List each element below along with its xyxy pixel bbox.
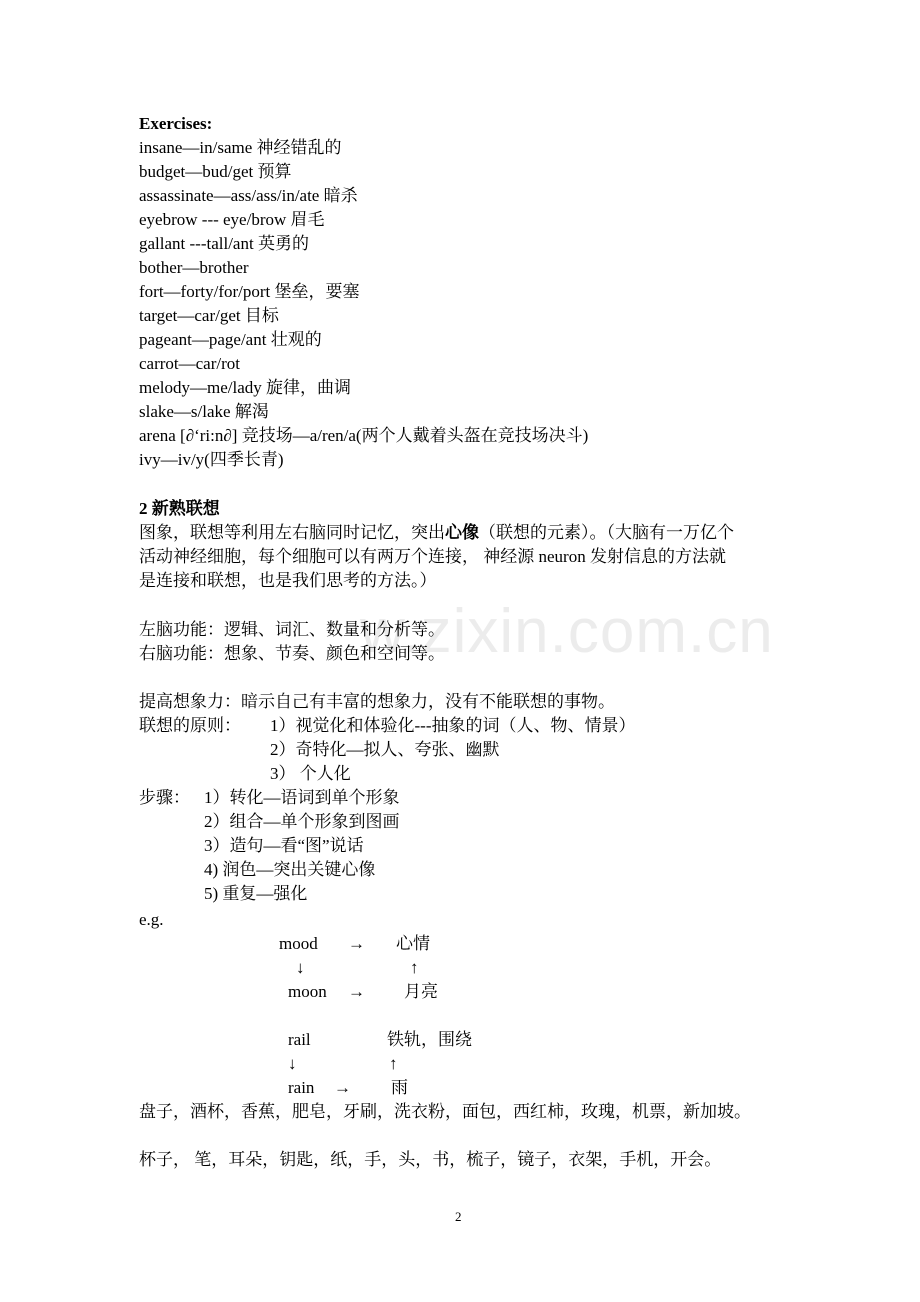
arrow-right-icon: → (348, 982, 365, 1001)
steps-label: 步骤： (139, 788, 190, 807)
word-list-1: 盘子，酒杯，香蕉，肥皂，牙刷，洗衣粉，面包，西红柿，玫瑰，机票，新加坡。 (139, 1102, 751, 1121)
arrow-down-icon: ↓ (296, 958, 305, 977)
principle-item: 1）视觉化和体验化---抽象的词（人、物、情景） (270, 716, 636, 735)
principle-item: 3） 个人化 (270, 764, 351, 783)
left-brain-text: 左脑功能：逻辑、词汇、数量和分析等。 (139, 620, 445, 639)
exercise-item: assassinate—ass/ass/in/ate 暗杀 (139, 186, 358, 205)
arrow-up-icon: ↑ (410, 958, 419, 977)
eg-label: e.g. (139, 910, 164, 929)
exercise-item: melody—me/lady 旋律，曲调 (139, 378, 352, 397)
arrow-up-icon: ↑ (389, 1054, 398, 1073)
principles-label: 联想的原则： (139, 716, 241, 735)
example1-word-mood-cn: 心情 (396, 934, 430, 953)
example2-word-rain: rain (288, 1078, 315, 1097)
watermark: w.zixin.com.cn (360, 597, 774, 666)
example1-word-mood: mood (279, 934, 318, 953)
exercise-item: budget—bud/get 预算 (139, 162, 292, 181)
exercise-item: carrot—car/rot (139, 354, 240, 373)
example2-word-rain-cn: 雨 (391, 1078, 408, 1097)
exercise-item: insane—in/same 神经错乱的 (139, 138, 342, 157)
imagination-text: 提高想象力：暗示自己有丰富的想象力，没有不能联想的事物。 (139, 692, 615, 711)
exercise-item: bother—brother (139, 258, 249, 277)
arrow-right-icon: → (334, 1078, 351, 1097)
word-list-2: 杯子， 笔，耳朵，钥匙，纸，手，头，书，梳子，镜子，衣架，手机，开会。 (139, 1150, 722, 1169)
example1-word-moon: moon (288, 982, 327, 1001)
intro-text: 图象，联想等利用左右脑同时记忆，突出 (139, 523, 445, 542)
exercise-item: target—car/get 目标 (139, 306, 279, 325)
exercise-item: eyebrow --- eye/brow 眉毛 (139, 210, 325, 229)
exercise-item: fort—forty/for/port 堡垒，要塞 (139, 282, 360, 301)
principle-item: 2）奇特化—拟人、夸张、幽默 (270, 740, 500, 759)
page-number: 2 (455, 1209, 462, 1224)
example2-word-rail: rail (288, 1030, 311, 1049)
step-item: 3）造句—看“图”说话 (204, 836, 364, 855)
intro-emphasis: 心像 (445, 523, 479, 542)
step-item: 1）转化—语词到单个形象 (204, 788, 400, 807)
exercise-item: ivy—iv/y(四季长青) (139, 450, 284, 469)
step-item: 2）组合—单个形象到图画 (204, 812, 400, 831)
step-item: 5) 重复—强化 (204, 884, 308, 903)
example2-word-rail-cn: 铁轨，围绕 (387, 1030, 472, 1049)
intro-line-1 (139, 521, 734, 545)
arrow-down-icon: ↓ (288, 1054, 297, 1073)
arrow-right-icon: → (348, 934, 365, 953)
exercise-item: slake—s/lake 解渴 (139, 402, 269, 421)
exercise-item: pageant—page/ant 壮观的 (139, 330, 322, 349)
example1-word-moon-cn: 月亮 (404, 982, 438, 1001)
intro-text: （联想的元素）。（大脑有一万亿个 (479, 523, 734, 542)
exercise-item: arena [∂‘ri:n∂] 竞技场—a/ren/a(两个人戴着头盔在竞技场决斗) (139, 426, 589, 445)
exercises-heading: Exercises: (139, 114, 213, 133)
step-item: 4) 润色—突出关键心像 (204, 860, 376, 879)
right-brain-text: 右脑功能：想象、节奏、颜色和空间等。 (139, 644, 445, 663)
intro-line-3: 是连接和联想，也是我们思考的方法。） (139, 571, 437, 590)
section-heading: 2 新熟联想 (139, 499, 220, 518)
intro-line-2: 活动神经细胞，每个细胞可以有两万个连接， 神经源 neuron 发射信息的方法就 (139, 547, 726, 566)
exercise-item: gallant ---tall/ant 英勇的 (139, 234, 309, 253)
